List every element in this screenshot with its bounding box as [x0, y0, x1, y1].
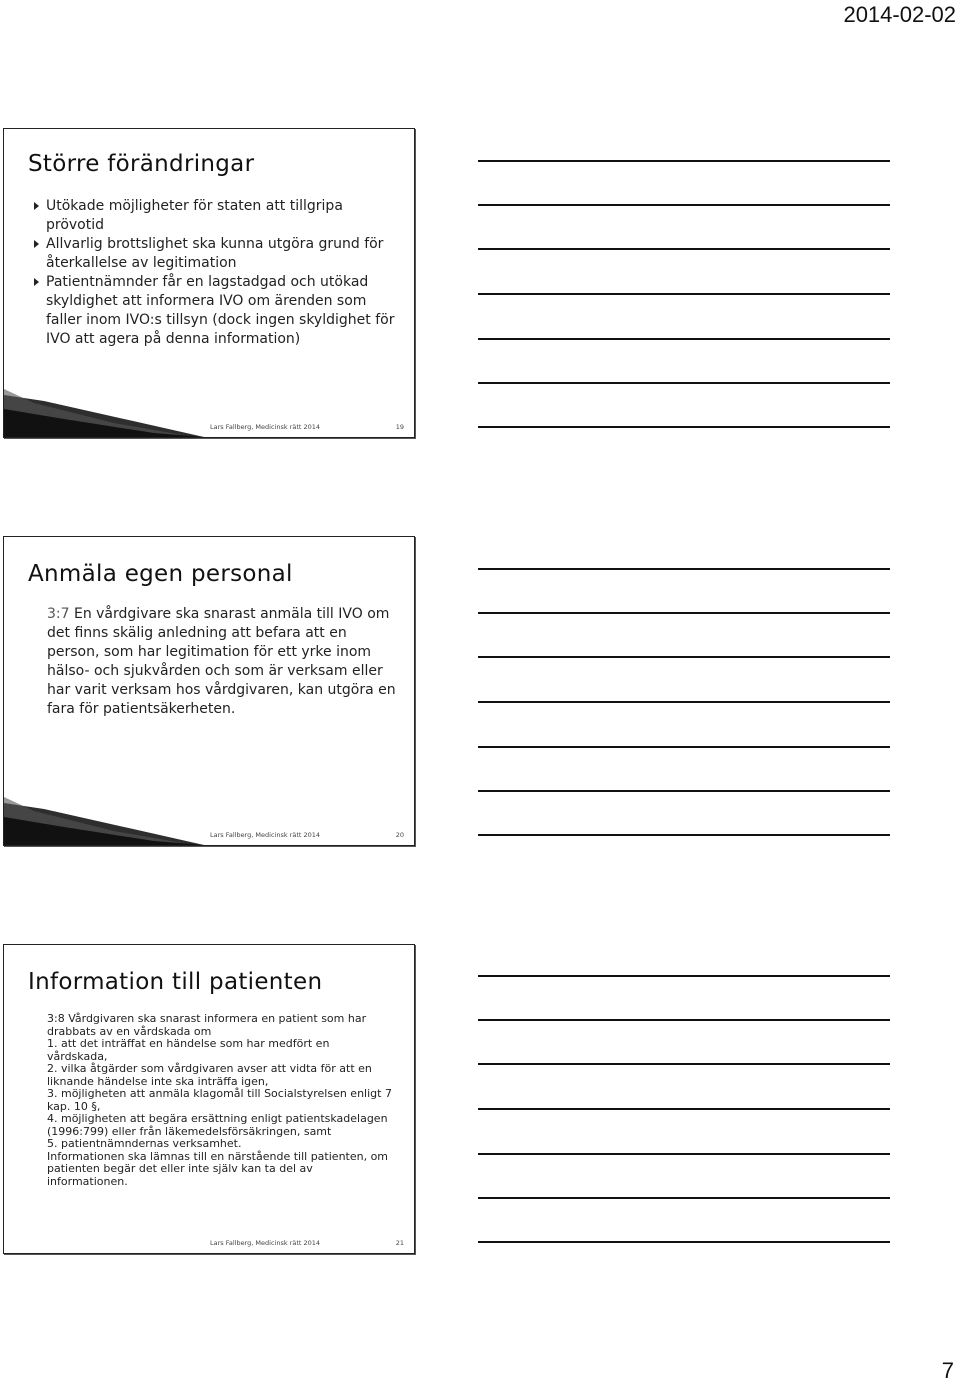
slide-number: 20 — [395, 831, 404, 839]
note-line — [478, 656, 890, 658]
slide-swoosh-decoration — [4, 389, 204, 437]
slide-20 — [3, 536, 415, 846]
section-number: 3:8 — [47, 1012, 65, 1025]
slide-number: 19 — [395, 423, 404, 431]
slide-footer: Lars Fallberg, Medicinsk rätt 2014 — [210, 423, 321, 431]
bullet-list — [34, 197, 404, 349]
slide-swoosh-decoration — [4, 797, 204, 845]
slide-21 — [3, 944, 415, 1254]
note-line — [478, 1063, 890, 1065]
note-line — [478, 204, 890, 206]
slide-title: Anmäla egen personal — [28, 561, 293, 587]
slide-number: 21 — [395, 1239, 404, 1247]
note-line — [478, 1241, 890, 1243]
slide-paragraph — [47, 605, 397, 719]
slide-19 — [3, 128, 415, 438]
note-line — [478, 338, 890, 340]
note-line — [478, 834, 890, 836]
note-line — [478, 1019, 890, 1021]
page-number: 7 — [941, 1358, 954, 1383]
paragraph-text: En vårdgivare ska snarast anmäla till IVO om det finns skälig anledning att befara att en person, som har legitimation för ett yrke inom hälso- och sjukvården och som är verksam eller har varit verksam hos vårdgivaren, kan utgöra en fara för patientsäkerheten. — [47, 606, 396, 717]
paragraph-line: 5. patientnämndernas verksamhet. — [47, 1137, 242, 1150]
page-date: 2014-02-02 — [843, 2, 956, 27]
note-line — [478, 426, 890, 428]
note-line — [478, 612, 890, 614]
paragraph-line: 4. möjligheten att begära ersättning enligt patientskadelagen (1996:799) eller från läkemedelsförsäkringen, samt — [47, 1112, 388, 1138]
note-line — [478, 790, 890, 792]
paragraph-line: Vårdgivaren ska snarast informera en patient som har drabbats av en vårdskada om — [47, 1012, 367, 1038]
note-line — [478, 382, 890, 384]
note-line — [478, 1108, 890, 1110]
section-number: 3:7 — [47, 606, 70, 622]
slide-title: Information till patienten — [28, 969, 323, 995]
slide-title: Större förändringar — [28, 151, 255, 177]
note-line — [478, 975, 890, 977]
slide-paragraph — [47, 1013, 392, 1188]
paragraph-line: Informationen ska lämnas till en närstående till patienten, om patienten begär det eller inte själv kan ta del av informationen. — [47, 1149, 389, 1188]
bullet-item: Utökade möjligheter för staten att tillgripa prövotid — [34, 197, 404, 235]
paragraph-line: 3. möjligheten att anmäla klagomål till Socialstyrelsen enligt 7 kap. 10 §, — [47, 1087, 392, 1113]
slide-footer: Lars Fallberg, Medicinsk rätt 2014 — [210, 831, 321, 839]
note-line — [478, 568, 890, 570]
note-line — [478, 293, 890, 295]
slide-footer: Lars Fallberg, Medicinsk rätt 2014 — [210, 1239, 321, 1247]
note-line — [478, 160, 890, 162]
note-line — [478, 248, 890, 250]
note-line — [478, 1153, 890, 1155]
paragraph-line: 2. vilka åtgärder som vårdgivaren avser att vidta för att en liknande händelse inte ska inträffa igen, — [47, 1062, 372, 1088]
paragraph-line: 1. att det inträffat en händelse som har medfört en vårdskada, — [47, 1037, 330, 1063]
note-line — [478, 746, 890, 748]
bullet-item: Allvarlig brottslighet ska kunna utgöra grund för återkallelse av legitimation — [34, 235, 404, 273]
note-line — [478, 701, 890, 703]
bullet-item: Patientnämnder får en lagstadgad och utökad skyldighet att informera IVO om ärenden som faller inom IVO:s tillsyn (dock ingen skyldighet för IVO att agera på denna information) — [34, 273, 404, 349]
note-line — [478, 1197, 890, 1199]
